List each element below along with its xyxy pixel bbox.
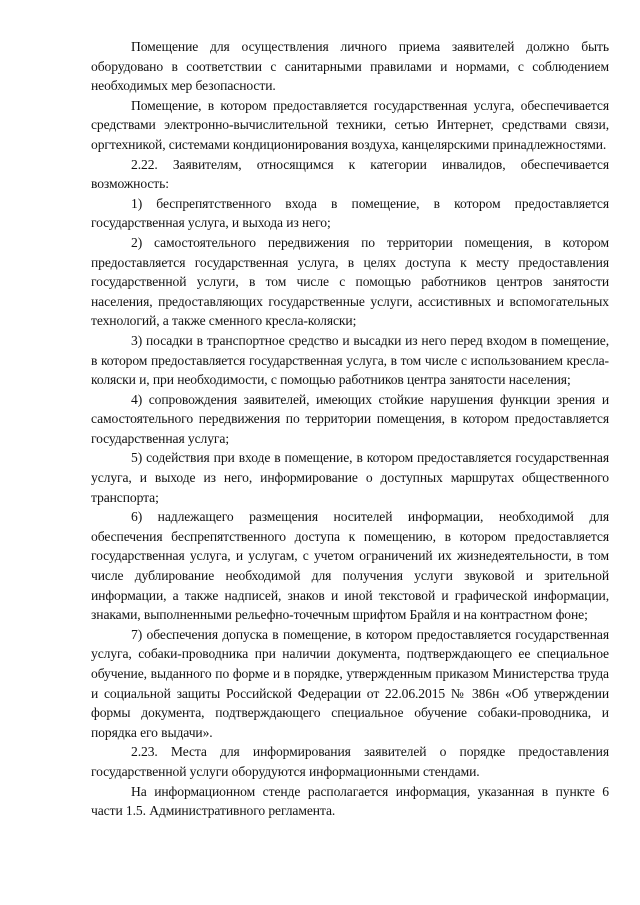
list-item-5: 5) содействия при входе в помещение, в котором предоставляется государственная услуга, и выходе из него, информирование о доступных маршрутах общественного транспорта; bbox=[91, 450, 609, 505]
list-item-2: 2) самостоятельного передвижения по территории помещения, в котором предоставляется государственная услуга, в целях доступа к месту предоставления государственной услуги, в том числе с помощью работников центров занятости населения, предоставляющих государственные услуги, ассистивных и вспомогательных технологий, а также сменного кресла-коляски; bbox=[91, 234, 609, 329]
list-item-4: 4) сопровождения заявителей, имеющих стойкие нарушения функции зрения и самостоятельного передвижения по территории помещения, в котором предоставляется государственная услуга; bbox=[91, 391, 609, 446]
list-item-7: 7) обеспечения допуска в помещение, в котором предоставляется государственная услуга, собаки-проводника при наличии документа, подтверждающего ее специальное обучение, выданного по форме и в порядке, утвержденным приказом Министерства труда и социальной защиты Российской Федерации от 22.06.2015 № 386н «Об утверждении формы документа, подтверждающего специальное обучение собаки-проводника, и порядка его выдачи». bbox=[91, 626, 609, 740]
paragraph-info-stand: На информационном стенде располагается информация, указанная в пункте 6 части 1.5. Административного регламента. bbox=[91, 783, 609, 819]
list-item-6: 6) надлежащего размещения носителей информации, необходимой для обеспечения беспрепятственного доступа к помещению, в котором предоставляется государственная услуга, и услугам, с учетом ограничений их жизнедеятельности, в том числе дублирование необходимой для получения услуги звуковой и зрительной информации, а также надписей, знаков и иной текстовой и графической информации, знаками, выполненными рельефно-точечным шрифтом Брайля и на контрастном фоне; bbox=[91, 509, 609, 623]
paragraph-premises-equipment: Помещение для осуществления личного приема заявителей должно быть оборудовано в соответствии с санитарными правилами и нормами, с соблюдением необходимых мер безопасности. bbox=[91, 39, 609, 94]
list-item-3: 3) посадки в транспортное средство и высадки из него перед входом в помещение, в котором предоставляется государственная услуга, в том числе с использованием кресла-коляски и, при необходимости, с помощью работников центра занятости населения; bbox=[91, 332, 609, 388]
paragraph-premises-technology: Помещение, в котором предоставляется государственная услуга, обеспечивается средствами электронно-вычислительной техники, сетью Интернет, средствами связи, оргтехникой, системами кондиционирования воздуха, канцелярскими принадлежностями. bbox=[91, 97, 609, 152]
paragraph-section-2-22: 2.22. Заявителям, относящимся к категории инвалидов, обеспечивается возможность: bbox=[91, 156, 609, 192]
paragraph-section-2-23: 2.23. Места для информирования заявителей о порядке предоставления государственной услуги оборудуются информационными стендами. bbox=[91, 744, 609, 779]
document-page bbox=[91, 37, 609, 821]
list-item-1: 1) беспрепятственного входа в помещение, в котором предоставляется государственная услуга, и выхода из него; bbox=[91, 195, 609, 231]
